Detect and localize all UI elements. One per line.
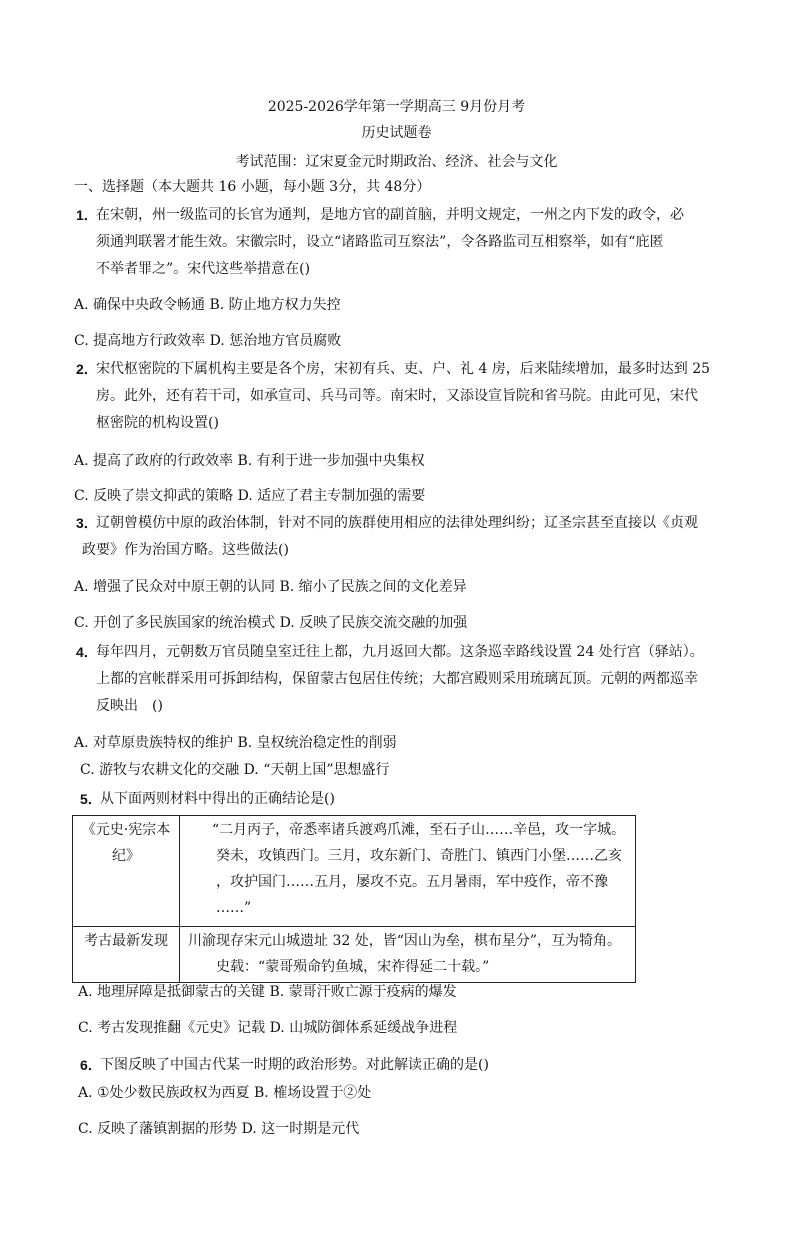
exam-title: 2025-2026学年第一学期高三 9月份月考 <box>267 99 526 115</box>
table-row <box>73 926 636 982</box>
source-line: 考古最新发现 <box>84 932 168 949</box>
question-text-line: 从下面两则材料中得出的正确结论是() <box>100 791 335 807</box>
source-line: 纪》 <box>112 848 140 864</box>
source-line: 《元史·宪宗本 <box>81 822 171 838</box>
question-text-line: 宋代枢密院的下属机构主要是各个房，宋初有兵、吏、户、礼 4 房，后来陆续增加，最多时达到 25 <box>96 361 711 377</box>
section-heading: 一、选择题（本大题共 16 小题，每小题 3分，共 48分） <box>74 179 431 195</box>
question-options: C. 开创了多民族国家的统治模式 D. 反映了民族交流交融的加强 <box>74 615 468 631</box>
question-text-line: 房。此外，还有若干司，如承宣司、兵马司等。南宋时，又添设宣旨院和省马院。由此可见，宋代 <box>96 388 698 404</box>
question-text-line: 反映出 () <box>96 698 163 714</box>
table-row <box>73 816 636 927</box>
question-options: A. 地理屏障是抵御蒙古的关键 B. 蒙哥汗败亡源于疫病的爆发 <box>78 984 457 1000</box>
exam-scope: 考试范围：辽宋夏金元时期政治、经济、社会与文化 <box>235 154 558 170</box>
question-text-line: 须通判联署才能生效。宋徽宗时，设立“诸路监司互察法”，令各路监司互相察举，如有“庇匿 <box>96 234 664 250</box>
material-table <box>72 815 636 983</box>
material-text <box>180 816 636 927</box>
question-options: A. 提高了政府的行政效率 B. 有利于进一步加强中央集权 <box>74 453 425 469</box>
question-options: C. 游牧与农耕文化的交融 D. “天朝上国”思想盛行 <box>80 762 390 778</box>
question-text-line: 每年四月，元朝数万官员随皇室迁往上都，九月返回大都。这条巡幸路线设置 24 处行宫（驿站）。 <box>96 644 704 660</box>
question-number: 6． <box>80 1057 102 1073</box>
material-text <box>180 926 636 982</box>
material-line: ，攻护国门……五月，屡攻不克。五月暑雨，军中疫作，帝不豫 <box>216 874 608 890</box>
question-options: A. 对草原贵族特权的维护 B. 皇权统治稳定性的削弱 <box>74 735 397 751</box>
question-number: 3． <box>76 515 98 531</box>
question-number: 5． <box>80 791 102 807</box>
material-source <box>73 816 180 927</box>
question-text-line: 不举者罪之”。宋代这些举措意在() <box>96 261 311 277</box>
question-options: A. 增强了民众对中原王朝的认同 B. 缩小了民族之间的文化差异 <box>74 579 467 595</box>
exam-subtitle: 历史试题卷 <box>361 125 432 141</box>
question-text-line: 上都的宫帐群采用可拆卸结构，保留蒙古包居住传统；大都宫殿则采用琉璃瓦顶。元朝的两都巡幸 <box>96 671 698 687</box>
question-number: 4． <box>76 644 98 660</box>
question-text-line: 在宋朝，州一级监司的长官为通判，是地方官的副首脑，并明文规定，一州之内下发的政令，必 <box>96 207 684 223</box>
question-text-line: 下图反映了中国古代某一时期的政治形势。对此解读正确的是() <box>100 1057 489 1073</box>
question-options: C. 反映了崇文抑武的策略 D. 适应了君主专制加强的需要 <box>74 488 426 504</box>
question-options: C. 考古发现推翻《元史》记载 D. 山城防御体系延缓战争进程 <box>78 1020 458 1036</box>
material-line: “二月丙子，帝悉率诸兵渡鸡爪滩，至石子山……辛邑，攻一字城。 <box>212 822 626 838</box>
question-number: 2． <box>76 361 98 377</box>
question-text-line: 辽朝曾模仿中原的政治体制，针对不同的族群使用相应的法律处理纠纷；辽圣宗甚至直接以《贞观 <box>96 515 698 531</box>
material-line: 史载：“蒙哥殒命钓鱼城，宋祚得延二十载。” <box>216 958 490 975</box>
question-number: 1． <box>76 207 98 223</box>
question-options: C. 提高地方行政效率 D. 惩治地方官员腐败 <box>74 333 342 349</box>
material-line: 川渝现存宋元山城遗址 32 处，皆“因山为垒，棋布星分”，互为犄角。 <box>188 932 622 949</box>
material-line: 癸未，攻镇西门。三月，攻东新门、奇胜门、镇西门小堡……乙亥 <box>216 848 622 864</box>
question-options: C. 反映了藩镇割据的形势 D. 这一时期是元代 <box>78 1121 360 1137</box>
question-text-line: 枢密院的机构设置() <box>96 415 219 431</box>
material-line: ……” <box>216 900 252 916</box>
question-options: A. ①处少数民族政权为西夏 B. 榷场设置于②处 <box>78 1085 372 1101</box>
material-source <box>73 926 180 982</box>
question-text-line: 政要》作为治国方略。这些做法() <box>82 542 289 558</box>
question-options: A. 确保中央政令畅通 B. 防止地方权力失控 <box>74 297 341 313</box>
